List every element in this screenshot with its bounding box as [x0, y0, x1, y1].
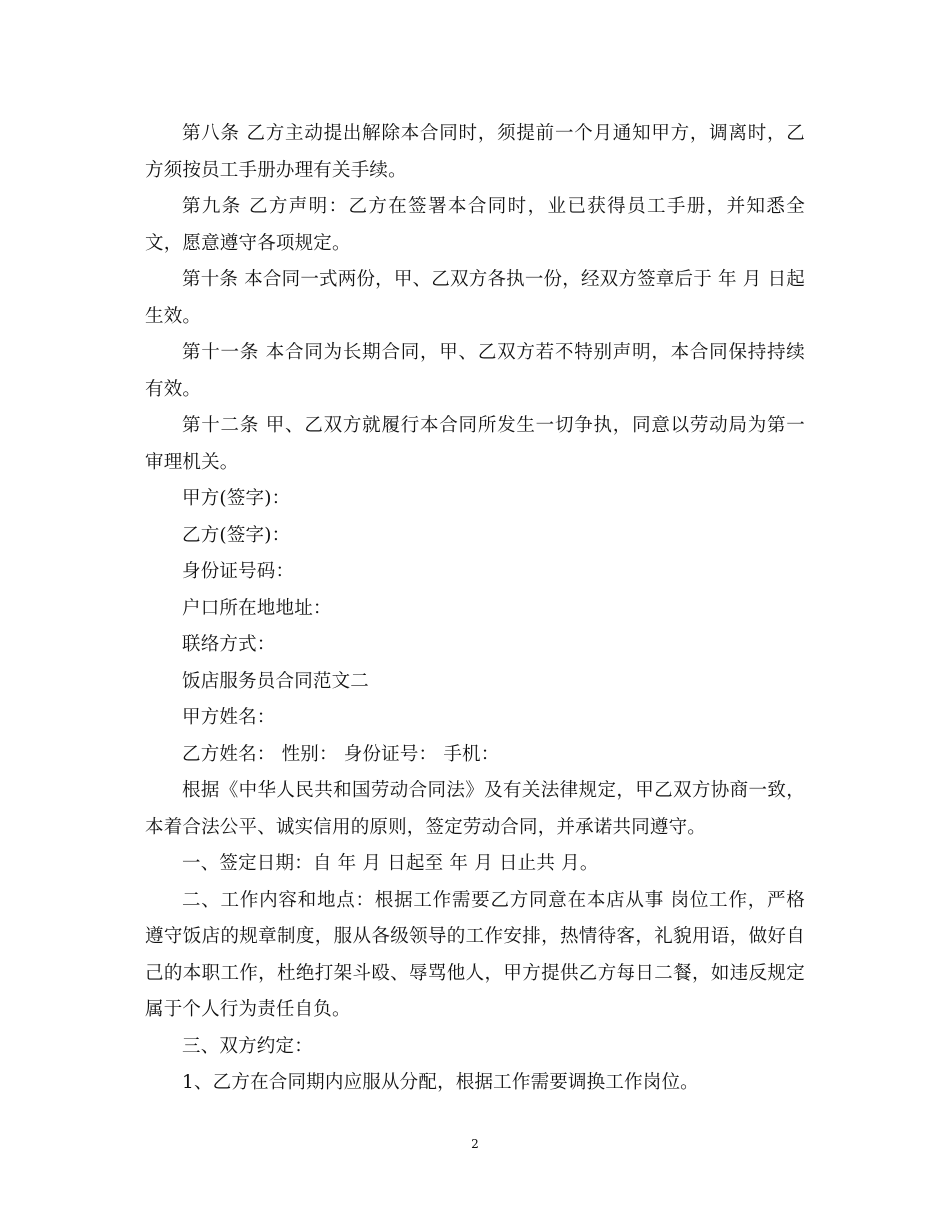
party-a-name-line: 甲方姓名： — [182, 707, 276, 728]
household-address-line: 户口所在地地址： — [182, 597, 332, 619]
section-title: 饭店服务员合同范文二 — [182, 670, 370, 692]
agreement-item-1: 1、乙方在合同期内应服从分配，根据工作需要调换工作岗位。 — [182, 1072, 699, 1093]
party-a-signature-line: 甲方(签字)： — [182, 488, 291, 509]
clause-11: 第十一条 本合同为长期合同，甲、乙双方若不特别声明，本合同保持持续有效。 — [145, 342, 805, 400]
clause-9: 第九条 乙方声明：乙方在签署本合同时，业已获得员工手册，并知悉全文，愿意遵守各项规定。 — [145, 196, 805, 254]
clause-8: 第八条 乙方主动提出解除本合同时，须提前一个月通知甲方，调离时，乙方须按员工手册办理有关手续。 — [145, 123, 805, 181]
document-body — [145, 116, 805, 1102]
contact-line: 联络方式： — [182, 634, 276, 655]
page-number: 2 — [471, 1137, 479, 1151]
party-b-info-line: 乙方姓名： 性别： 身份证号： 手机： — [182, 743, 500, 765]
id-number-line: 身份证号码： — [182, 561, 295, 582]
party-b-signature-line: 乙方(签字)： — [182, 524, 291, 546]
mutual-agreement-heading: 三、双方约定： — [182, 1035, 313, 1057]
signing-date-clause: 一、签定日期：自 年 月 日起至 年 月 日止共 月。 — [182, 853, 599, 874]
preamble-paragraph: 根据《中华人民共和国劳动合同法》及有关法律规定，甲乙双方协商一致，本着合法公平、诚实信用的原则，签定劳动合同，并承诺共同遵守。 — [145, 780, 805, 838]
work-content-clause: 二、工作内容和地点：根据工作需要乙方同意在本店从事 岗位工作，严格遵守饭店的规章制度，服从各级领导的工作安排，热情待客，礼貌用语，做好自己的本职工作，杜绝打架斗殴、辱骂他人，甲方提供乙方每日二餐，如违反规定属于个人行为责任自负。 — [145, 889, 805, 1020]
clause-10: 第十条 本合同一式两份，甲、乙双方各执一份，经双方签章后于 年 月 日起生效。 — [145, 269, 805, 327]
clause-12: 第十二条 甲、乙双方就履行本合同所发生一切争执，同意以劳动局为第一审理机关。 — [145, 415, 805, 473]
